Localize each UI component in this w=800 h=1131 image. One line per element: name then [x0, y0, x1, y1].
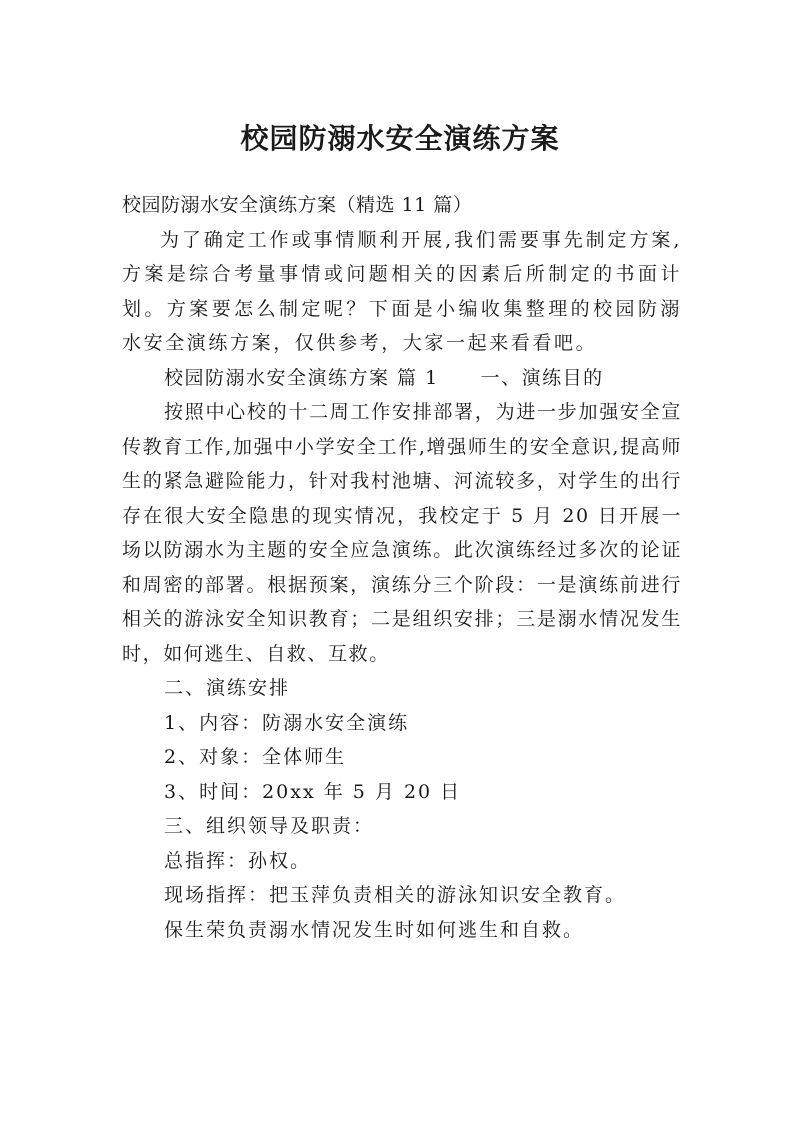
document-subtitle: 校园防溺水安全演练方案（精选 11 篇）: [122, 194, 473, 216]
document-body: [122, 188, 682, 947]
section-1-line: [122, 361, 682, 396]
document-title: 校园防溺水安全演练方案: [240, 121, 560, 155]
heading-organization: 三、组织领导及职责：: [164, 815, 375, 837]
site-commander-line: 现场指挥：把玉萍负责相关的游泳知识安全教育。: [164, 884, 627, 906]
intro-paragraph: 为了确定工作或事情顺利开展,我们需要事先制定方案,方案是综合考量事情或问题相关的因素后所制定的书面计划。方案要怎么制定呢？下面是小编收集整理的校园防溺水安全演练方案，仅供参考，大家一起来看看吧。: [122, 228, 682, 354]
list-item-target: 2、对象：全体师生: [164, 746, 347, 768]
list-item-time: 3、时间：20xx 年 5 月 20 日: [164, 780, 462, 803]
heading-arrangement: 二、演练安排: [164, 677, 291, 699]
purpose-paragraph: 按照中心校的十二周工作安排部署，为进一步加强安全宣传教育工作,加强中小学安全工作,增强师生的安全意识,提高师生的紧急避险能力，针对我村池塘、河流较多，对学生的出行存在很大安全隐患的现实情况，我校定于 5 月 20 日开展一场以防溺水为主题的安全应急演练。此次演练经过多次的论证和周密的部署。根据预案，演练分三个阶段：一是演练前进行相关的游泳安全知识教育；二是组织安排；三是溺水情况发生时，如何逃生、自救、互救。: [122, 401, 682, 665]
commander-line: 总指挥：孙权。: [164, 849, 312, 872]
section-1-heading: 校园防溺水安全演练方案 篇 1: [164, 366, 439, 389]
list-item-content: 1、内容：防溺水安全演练: [164, 711, 410, 734]
section-1-first-item: 一、演练目的: [480, 366, 604, 389]
responsibility-line: 保生荣负责溺水情况发生时如何逃生和自救。: [164, 918, 585, 941]
